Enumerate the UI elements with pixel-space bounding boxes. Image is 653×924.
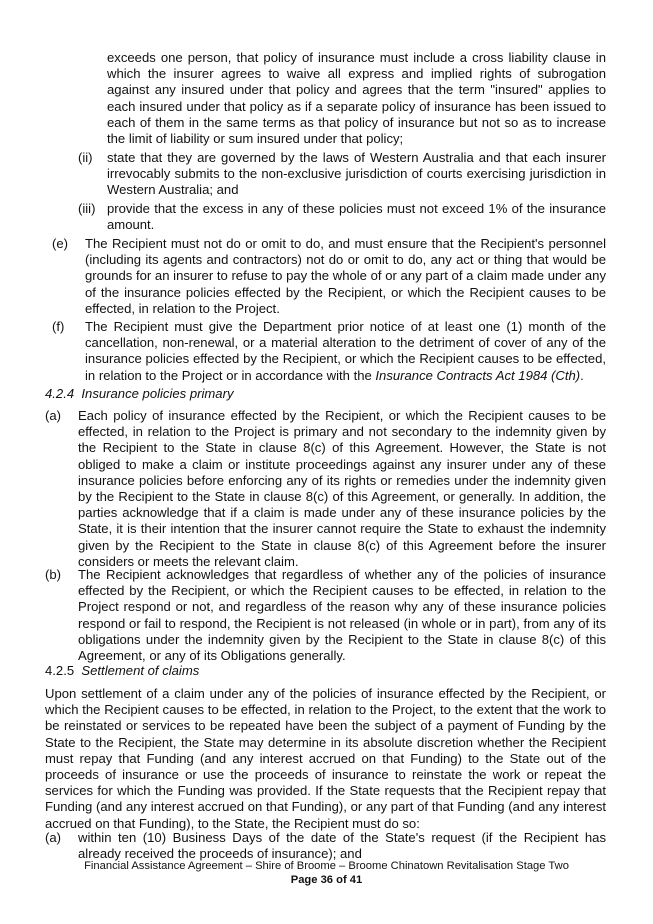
item-ii-text: state that they are governed by the laws of Western Australia and that each insurer irrevocably submits to the non-exclusive jurisdiction of courts exercising jurisdiction in Western Australia; and — [107, 150, 606, 198]
item-f-body: The Recipient must give the Department prior notice of at least one (1) month of the cancellation, non-renewal, or a material alteration to the detriment of cover of any of the insurance policies effected by the Recipient, or which the Recipient causes to be effected, in relation to the Project or in accordance with the — [85, 319, 606, 383]
insurance-act-title: Insurance Contracts Act 1984 (Cth) — [375, 367, 581, 383]
section-425-heading — [45, 663, 199, 679]
item-f-end: . — [580, 367, 584, 383]
section-425-number: 4.2.5 — [45, 663, 75, 678]
section-425-title: Settlement of claims — [81, 663, 200, 678]
item-425a-text: within ten (10) Business Days of the date of the State's request (if the Recipient has already received the proceeds of insurance); and — [78, 830, 606, 862]
item-424a-label: (a) — [45, 408, 62, 423]
item-e-text: The Recipient must not do or omit to do, and must ensure that the Recipient's personnel (including its agents and contractors) not do or omit to do, any act or thing that would be grounds for an insurer to refuse to pay the whole of or any part of a claim made under any of the insurance policies effected by the Recipient, or which the Recipient causes to be effected, in relation to the Project. — [85, 236, 606, 316]
footer-title: Financial Assistance Agreement – Shire of Broome – Broome Chinatown Revitalisation Stage Two — [84, 860, 569, 872]
item-425a-label: (a) — [45, 830, 62, 845]
paragraph-425: Upon settlement of a claim under any of the policies of insurance effected by the Recipient, or which the Recipient causes to be effected, in relation to the Project, to the extent that the work to be reinstated or services to be repeated have been the subject of a payment of Funding by the State to the Recipient, the State may determine in its absolute discretion whether the Recipient must repay that Funding (and any interest accrued on that Funding) to the State out of the proceeds of insurance or use the proceeds of insurance to reinstate the work or repeat the services for which the Funding was provided. If the State requests that the Recipient repay that Funding (and any interest accrued on that Funding), or any part of that Funding (and any interest accrued on that Funding), to the State, the Recipient must do so: — [45, 686, 606, 831]
item-424b-text: The Recipient acknowledges that regardless of whether any of the policies of insurance effected by the Recipient, or which the Recipient causes to be effected, in relation to the Project respond or not, and regardless of the reason why any of these insurance policies respond or fail to respond, the Recipient is not released (in whole or in part), from any of its obligations under the indemnity given by the Recipient to the State in clause 8(c) of this Agreement, or any of its Obligations generally. — [78, 567, 606, 664]
item-iii-label: (iii) — [78, 201, 96, 216]
item-424b-label: (b) — [45, 567, 62, 582]
item-ii-label: (ii) — [78, 150, 93, 165]
item-f-label: (f) — [52, 319, 65, 334]
continued-paragraph: exceeds one person, that policy of insurance must include a cross liability clause in which the insurer agrees to waive all express and implied rights of subrogation against any insured under that policy and agrees that the term "insured" applies to each insured under that policy as if a separate policy of insurance has been issued to each of them in the same terms as that policy of insurance but not so as to increase the limit of liability or sum insured under that policy; — [107, 50, 606, 147]
item-424a-text: Each policy of insurance effected by the Recipient, or which the Recipient causes to be effected, in relation to the Project is primary and not secondary to the indemnity given by the Recipient to the State in clause 8(c) of this Agreement. However, the State is not obliged to make a claim or institute proceedings against any insurer under any of these insurance policies before enforcing any of its rights or remedies under the indemnity given by the Recipient to the State in clause 8(c) of this Agreement, or generally. In addition, the parties acknowledge that if a claim is made under any of these insurance policies by the State, it is their intention that the insurer cannot require the State to exhaust the indemnity given by the Recipient to the State in clause 8(c) of this Agreement before the insurer considers or meets the relevant claim. — [78, 408, 606, 569]
item-f-text — [85, 319, 606, 384]
section-424-number: 4.2.4 — [45, 386, 75, 401]
item-e-label: (e) — [52, 236, 69, 251]
section-424-title: Insurance policies primary — [81, 386, 234, 401]
item-iii-text: provide that the excess in any of these policies must not exceed 1% of the insurance amount. — [107, 201, 606, 233]
section-424-heading — [45, 386, 234, 402]
page-number: Page 36 of 41 — [290, 874, 363, 886]
